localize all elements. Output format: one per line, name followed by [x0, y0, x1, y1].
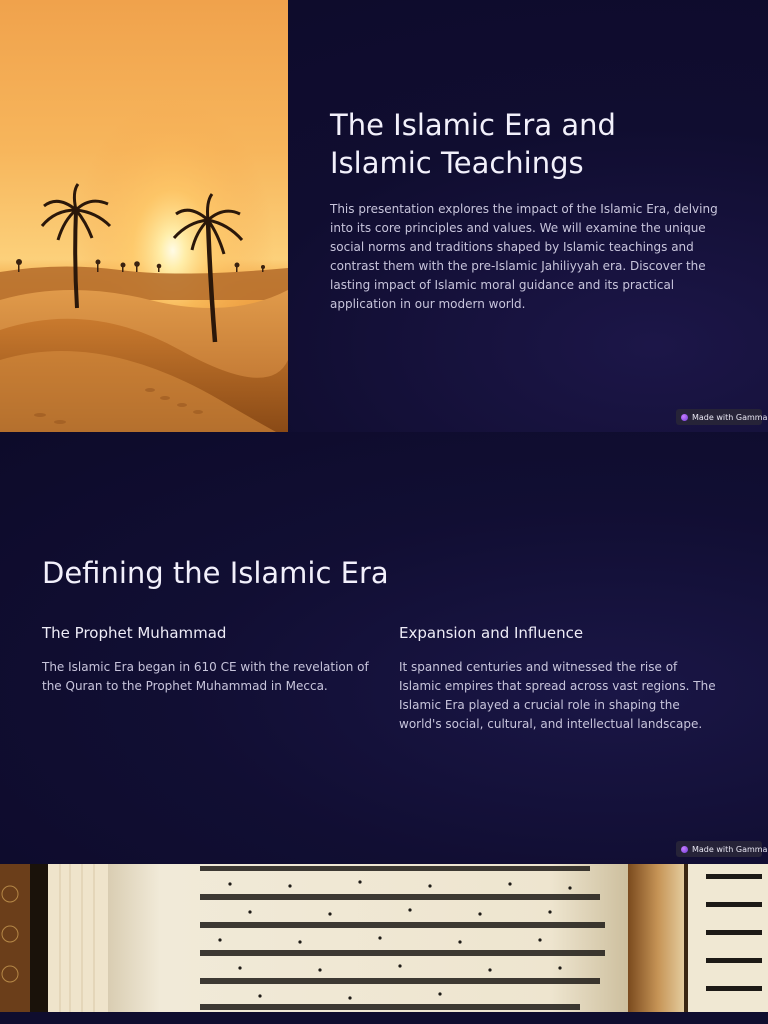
- badge-label: Made with Gamma: [692, 412, 768, 422]
- slide-intro: [0, 0, 768, 432]
- made-with-gamma-badge[interactable]: [676, 841, 768, 857]
- slide-defining-era: [0, 432, 768, 864]
- arabic-book-image: [0, 864, 768, 1012]
- slide2-title: Defining the Islamic Era: [42, 556, 389, 590]
- column-expansion: [399, 622, 719, 734]
- slide1-description: This presentation explores the impact of the Islamic Era, delving into its core principles and values. We will examine the unique social norms and traditions shaped by Islamic teachings and contrast them with the pre-Islamic Jahiliyyah era. Discover the lasting impact of Islamic moral guidance and its practical application in our modern world.: [330, 202, 718, 311]
- gamma-logo-icon: [681, 846, 688, 853]
- slide1-title: The Islamic Era and Islamic Teachings: [330, 108, 616, 180]
- made-with-gamma-badge[interactable]: [676, 409, 768, 425]
- column-body: The Islamic Era began in 610 CE with the revelation of the Quran to the Prophet Muhammad in Mecca.: [42, 660, 369, 693]
- gamma-logo-icon: [681, 414, 688, 421]
- page-bottom-strip: [0, 1012, 768, 1024]
- column-heading: Expansion and Influence: [399, 624, 584, 642]
- column-heading: The Prophet Muhammad: [42, 624, 227, 642]
- column-body: It spanned centuries and witnessed the rise of Islamic empires that spread across vast regions. The Islamic Era played a crucial role in shaping the world's social, cultural, and intellectual landscape.: [399, 660, 716, 731]
- desert-sunset-image: [0, 0, 288, 432]
- badge-label: Made with Gamma: [692, 844, 768, 854]
- column-prophet: [42, 622, 372, 696]
